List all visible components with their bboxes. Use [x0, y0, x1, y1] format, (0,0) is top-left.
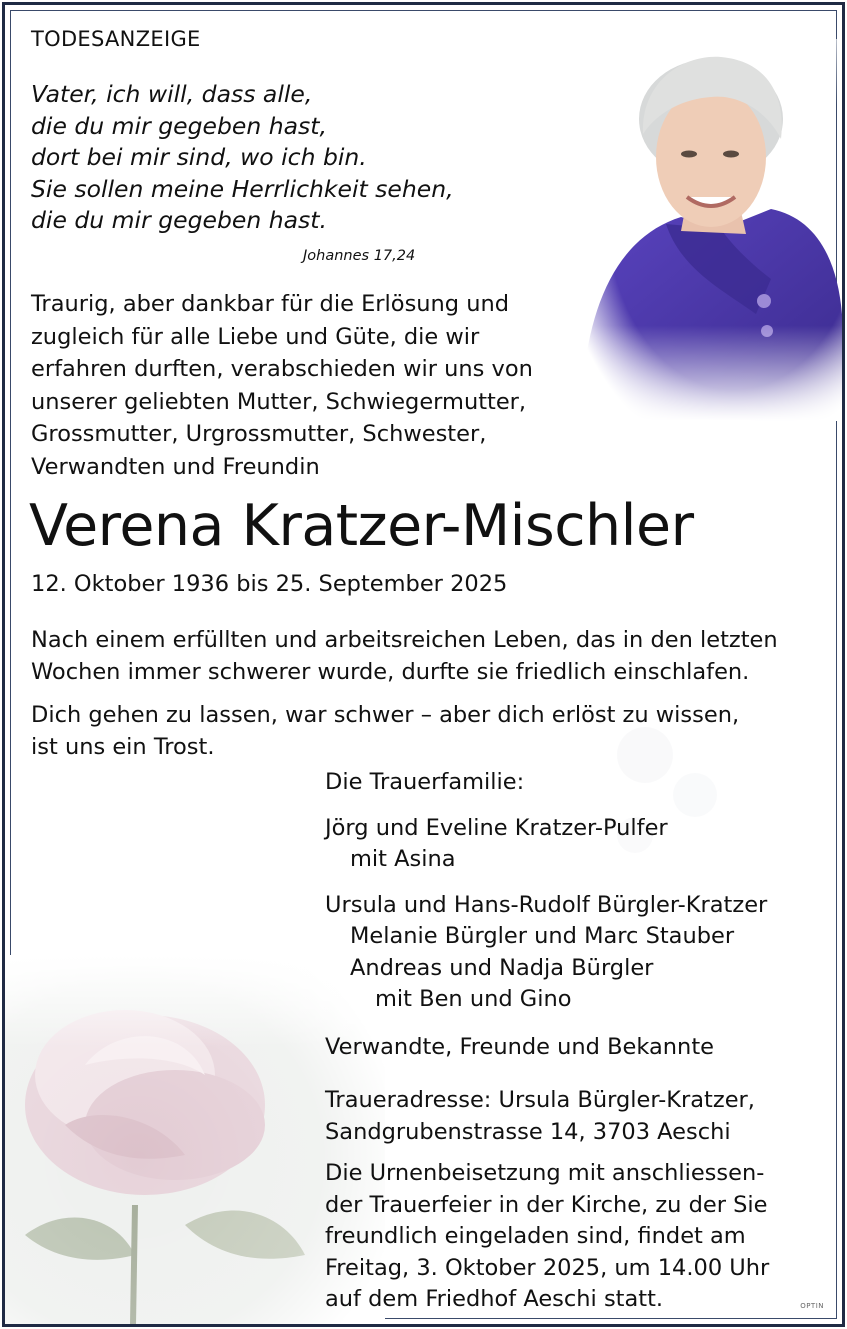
- paragraph-line: ist uns ein Trost.: [31, 733, 215, 760]
- family-member: Melanie Bürgler und Marc Stauber: [350, 923, 735, 949]
- verse-line: Sie sollen meine Herrlichkeit sehen,: [31, 174, 454, 203]
- verse-line: Vater, ich will, dass alle,: [31, 80, 313, 108]
- intro-line: unserer geliebten Mutter, Schwiegermutter,: [31, 388, 527, 415]
- mourning-family-block: [325, 767, 830, 1316]
- family-member: mit Ben und Gino: [375, 986, 572, 1012]
- family-member: mit Asina: [350, 846, 456, 872]
- deceased-name: Verena Kratzer-Mischler: [29, 493, 694, 559]
- ceremony-line: der Trauerfeier in der Kirche, zu der Sie: [325, 1191, 768, 1218]
- family-label: Die Trauerfamilie:: [325, 769, 525, 795]
- verse-reference: Johannes 17,24: [303, 248, 416, 264]
- mourning-address: Sandgrubenstrasse 14, 3703 Aeschi: [325, 1118, 731, 1145]
- family-member: Jörg und Eveline Kratzer-Pulfer: [325, 814, 668, 841]
- intro-text: [31, 288, 533, 483]
- verse-line: die du mir gegeben hast,: [31, 111, 327, 140]
- verse-line: dort bei mir sind, wo ich bin.: [31, 143, 367, 171]
- paragraph-line: Nach einem erfüllten und arbeitsreichen Leben, das in den letzten: [31, 627, 778, 653]
- family-member: Andreas und Nadja Bürgler: [350, 954, 654, 981]
- intro-line: zugleich für alle Liebe und Güte, die wir: [31, 323, 480, 350]
- notice-heading: TODESANZEIGE: [31, 27, 201, 51]
- mourning-address: Traueradresse: Ursula Bürgler-Kratzer,: [325, 1087, 755, 1113]
- intro-line: Grossmutter, Urgrossmutter, Schwester,: [31, 421, 487, 447]
- intro-line: Verwandten und Freundin: [31, 453, 320, 480]
- intro-line: erfahren durften, verabschieden wir uns von: [31, 356, 533, 382]
- intro-line: Traurig, aber dankbar für die Erlösung und: [31, 291, 510, 317]
- portrait-photo: [571, 39, 843, 421]
- ceremony-line: freundlich eingeladen sind, findet am: [325, 1223, 746, 1249]
- ceremony-line: Die Urnenbeisetzung mit anschliessen-: [325, 1160, 765, 1186]
- ceremony-line: auf dem Friedhof Aeschi statt.: [325, 1286, 664, 1312]
- footer-mark: OPTIN: [800, 1302, 824, 1310]
- ceremony-line: Freitag, 3. Oktober 2025, um 14.00 Uhr: [325, 1254, 770, 1281]
- life-dates: 12. Oktober 1936 bis 25. September 2025: [31, 571, 508, 597]
- bible-verse: [31, 79, 454, 237]
- comfort-paragraph: [31, 700, 739, 763]
- verse-line: die du mir gegeben hast.: [31, 206, 327, 234]
- life-paragraph: [31, 625, 778, 688]
- paragraph-line: Wochen immer schwerer wurde, durfte sie friedlich einschlafen.: [31, 658, 750, 685]
- paragraph-line: Dich gehen zu lassen, war schwer – aber dich erlöst zu wissen,: [31, 702, 740, 728]
- obituary-notice: [2, 2, 845, 1327]
- family-others: Verwandte, Freunde und Bekannte: [325, 1033, 714, 1060]
- family-member: Ursula und Hans-Rudolf Bürgler-Kratzer: [325, 891, 768, 918]
